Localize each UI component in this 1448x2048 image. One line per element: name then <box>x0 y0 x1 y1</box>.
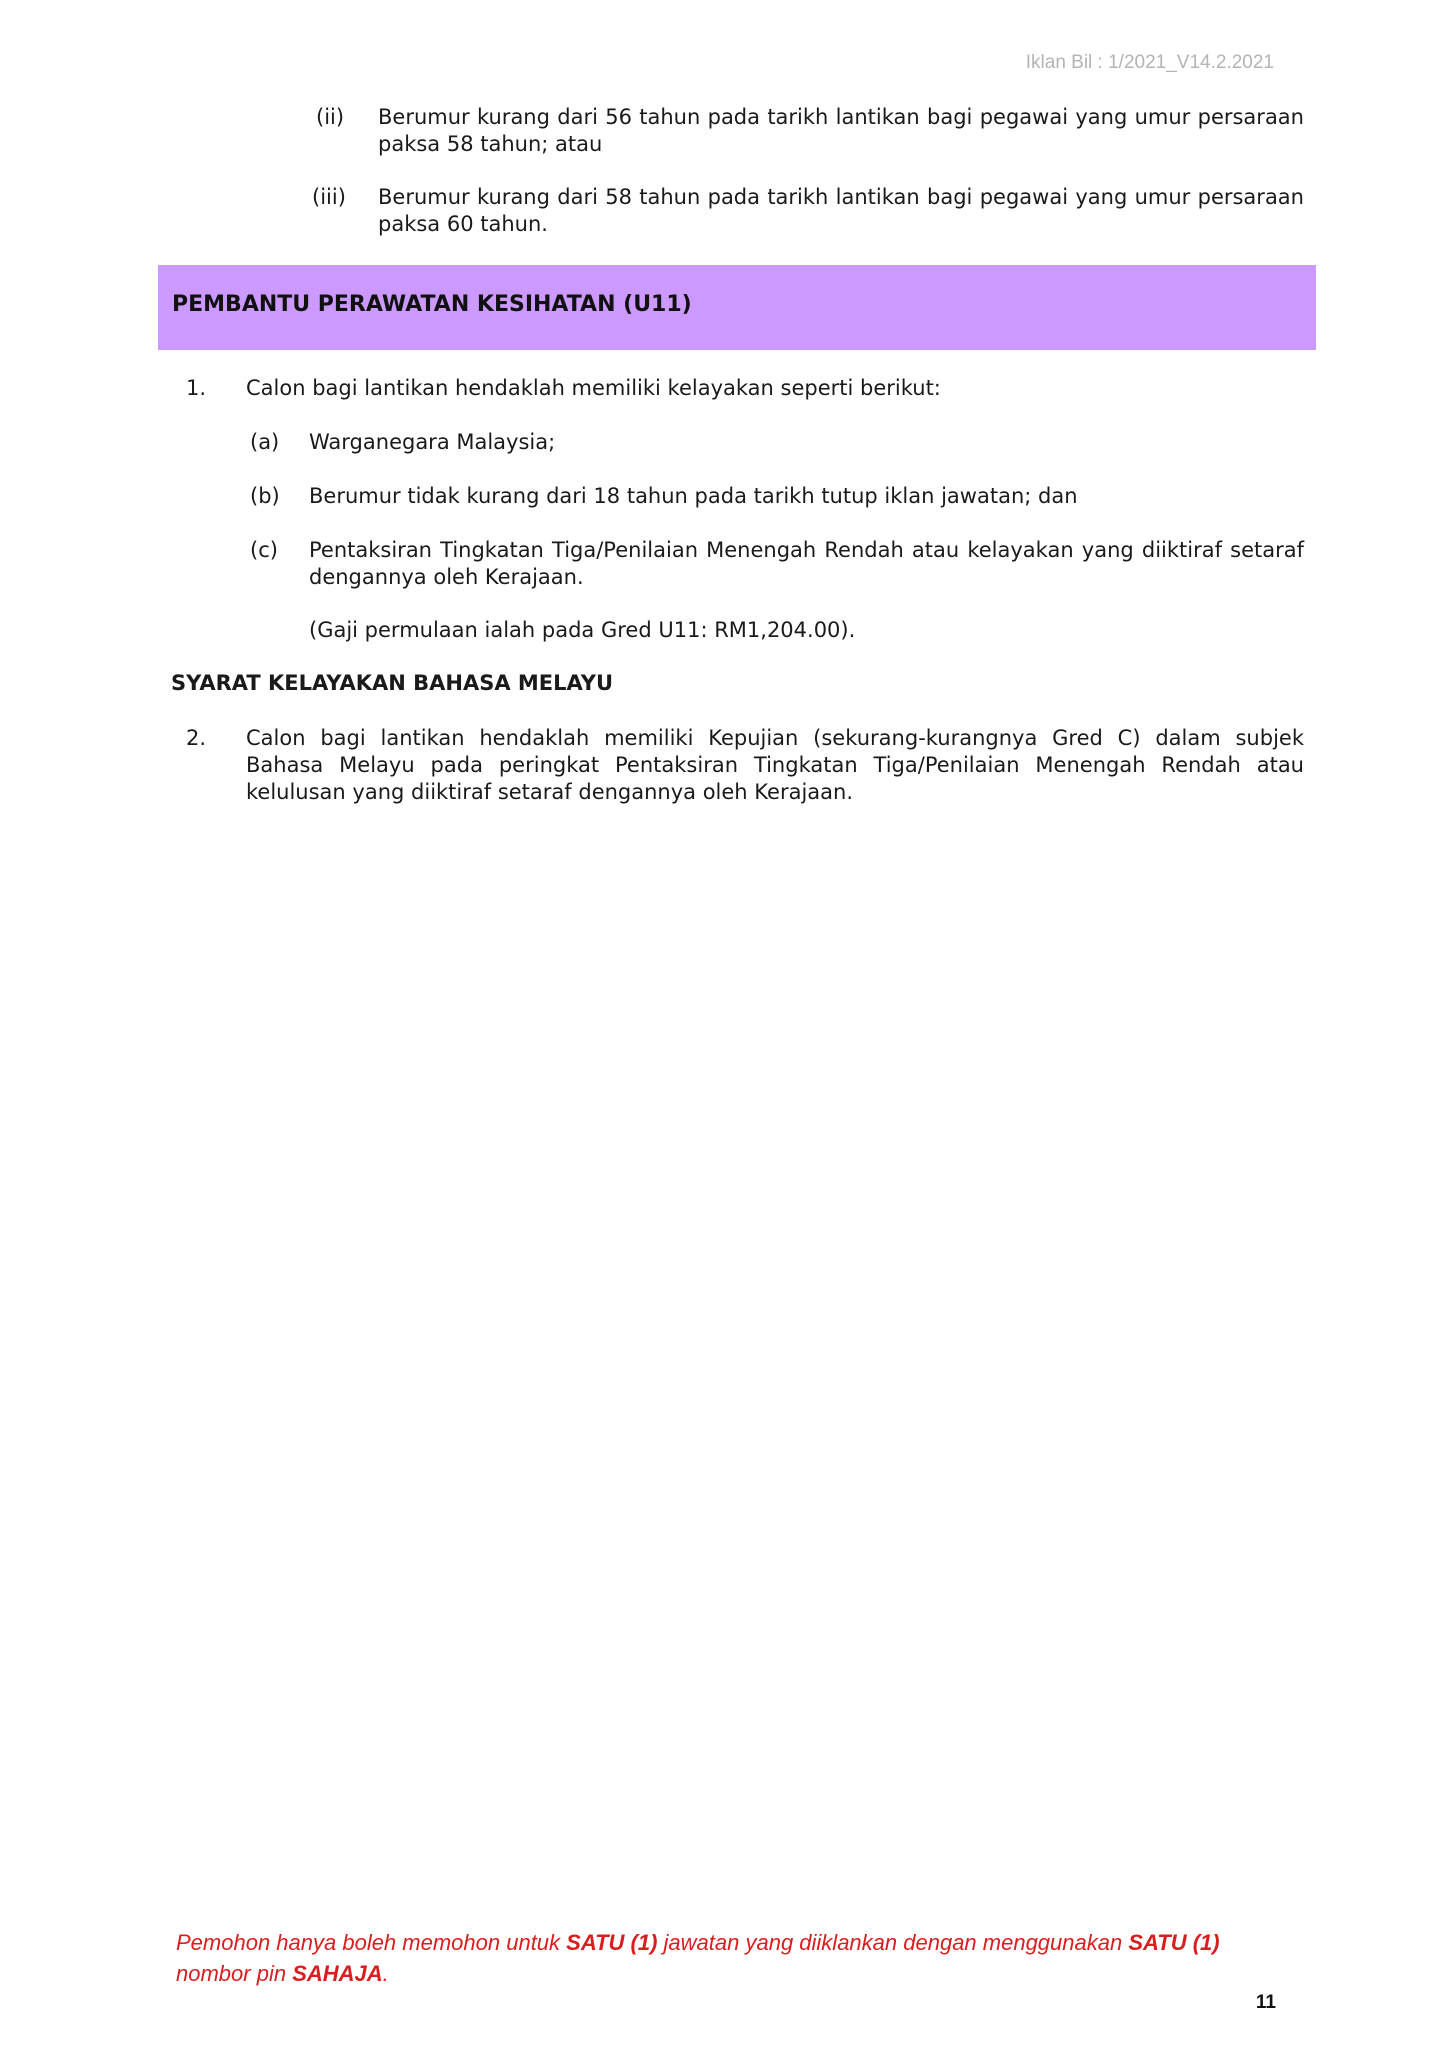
clause-2-number: 2. <box>186 726 207 750</box>
item-text-ii: Berumur kurang dari 56 tahun pada tarikh lantikan bagi pegawai yang umur persaraan paksa 58 tahun; atau <box>378 105 1304 156</box>
salary-note: (Gaji permulaan ialah pada Gred U11: RM1,204.00). <box>309 618 856 642</box>
clause-2-text: Calon bagi lantikan hendaklah memiliki Kepujian (sekurang-kurangnya Gred C) dalam subjek Bahasa Melayu pada peringkat Pentaksiran Tingkatan Tiga/Penilaian Menengah Rendah atau kelulusan yang diiktiraf setaraf dengannya oleh Kerajaan. <box>246 726 1304 804</box>
section-banner <box>158 265 1316 350</box>
item-label-iii: (iii) <box>312 185 346 209</box>
notice-emphasis: SAHAJA <box>292 1961 383 1986</box>
item-text-c: Pentaksiran Tingkatan Tiga/Penilaian Menengah Rendah atau kelayakan yang diiktiraf setaraf dengannya oleh Kerajaan. <box>309 538 1304 589</box>
language-requirement-heading: SYARAT KELAYAKAN BAHASA MELAYU <box>171 671 614 695</box>
item-text-b: Berumur tidak kurang dari 18 tahun pada tarikh tutup iklan jawatan; dan <box>309 484 1078 508</box>
clause-1-number: 1. <box>186 376 207 400</box>
item-label-a: (a) <box>250 430 280 454</box>
item-text-a: Warganegara Malaysia; <box>309 430 556 454</box>
notice-emphasis: SATU (1) <box>1128 1930 1220 1955</box>
section-title: PEMBANTU PERAWATAN KESIHATAN (U11) <box>172 292 692 317</box>
page-number: 11 <box>1255 1992 1276 2013</box>
clause-1-intro: Calon bagi lantikan hendaklah memiliki kelayakan seperti berikut: <box>246 376 941 400</box>
item-label-ii: (ii) <box>316 105 345 129</box>
notice-text: Pemohon hanya boleh memohon untuk <box>176 1930 567 1955</box>
item-label-c: (c) <box>250 538 278 562</box>
notice-text: jawatan yang diiklankan dengan menggunakan <box>657 1930 1129 1955</box>
notice-text: nombor pin <box>176 1961 293 1986</box>
application-notice <box>176 1927 1276 1989</box>
item-label-b: (b) <box>250 484 280 508</box>
notice-text: . <box>382 1961 389 1986</box>
advert-reference: Iklan Bil : 1/2021_V14.2.2021 <box>1025 52 1274 73</box>
item-text-iii: Berumur kurang dari 58 tahun pada tarikh lantikan bagi pegawai yang umur persaraan paksa 60 tahun. <box>378 185 1304 236</box>
notice-emphasis: SATU (1) <box>566 1930 658 1955</box>
